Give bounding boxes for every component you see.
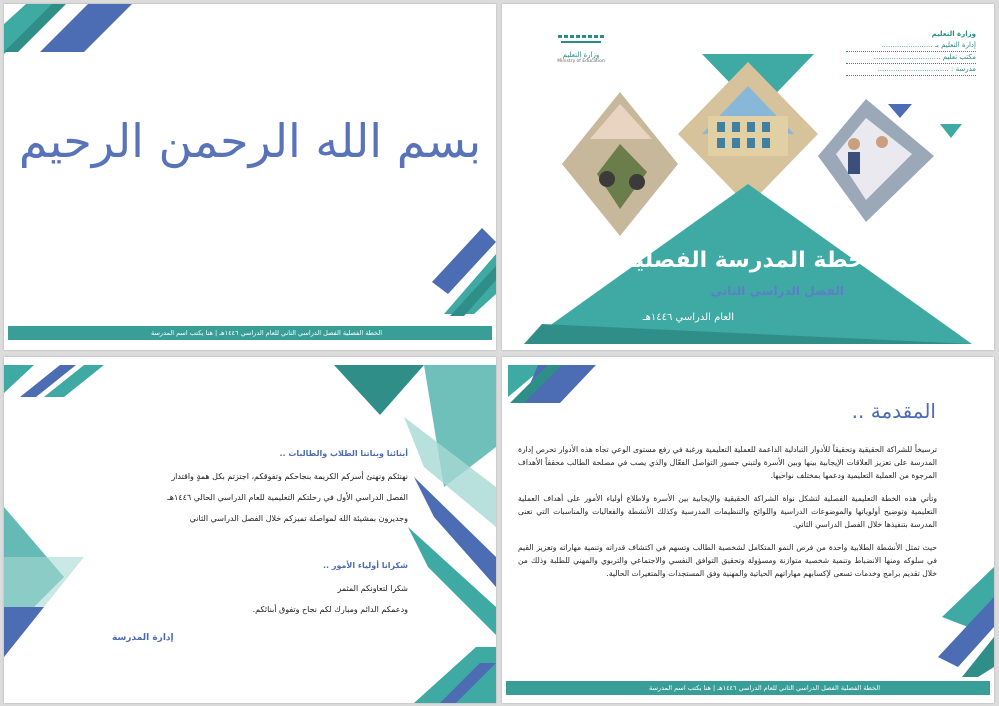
intro-body bbox=[518, 443, 937, 590]
intro-paragraph-3: حيث تمثل الأنشطة الطلابية واحدة من فرص النمو المتكامل لشخصية الطالب وتسهم في اكتشاف قدراته وتنمية مهاراته وتعزيز القيم في سلوكه ومنها الانضباط وتنمية شخصية متوازنة ومسؤولة وتحقيق التوافق النفسي والاجتماعي والتربوي والمهني للطلبة وذلك من خلال تقديم برامج وخدمات تسعى لإكسابهم مهاراتهم الحياتية والمهنية وفق المستجدات والمتغيرات الحالية. bbox=[518, 543, 937, 578]
cover-subtitle: الفصل الدراسي الثاني bbox=[710, 284, 844, 298]
ministry-label: وزارة التعليم bbox=[931, 30, 976, 38]
message-decoration bbox=[4, 357, 496, 703]
student-greeting: أبنائنا وبناتنا الطلاب والطالبات .. bbox=[279, 449, 408, 458]
intro-paragraph-2: وتأتي هذه الخطة التعليمية الفصلية لتشكل نواة الشراكة الحقيقية والإيجابية بين الأسرة ولاطلاع أولياء الأمور على أهداف العملية التعليمية وتوضيح أولوياتها والموضوعات الدراسية واللوائح والتنظيمات المدرسية وكذلك الأنشطة والفعاليات والمناسبات التي تعنى المدرسة بتنفيذها خلال الفصل الدراسي الثاني. bbox=[518, 494, 937, 529]
parents-line-2: ودعمكم الدائم ومبارك لكم نجاح وتفوق أبنائكم. bbox=[252, 605, 408, 614]
bismillah-footer-bar: الخطة الفصلية الفصل الدراسي الثاني للعام الدراسي ١٤٤٦هـ | هنا يكتب اسم المدرسة bbox=[8, 326, 492, 340]
student-message bbox=[84, 447, 408, 525]
logo-english-text: Ministry of Education bbox=[557, 59, 605, 64]
message-page bbox=[4, 357, 496, 703]
cover-artwork bbox=[502, 4, 994, 350]
school-admin-signature: إدارة المدرسة bbox=[112, 633, 174, 643]
parents-line-1: شكرا لتعاونكم المثمر bbox=[337, 584, 408, 593]
intro-title: المقدمة .. bbox=[851, 399, 936, 423]
cover-year: العام الدراسي ١٤٤٦هـ bbox=[642, 312, 734, 323]
education-office-field: مكتب تعليم .............................. bbox=[846, 52, 976, 64]
message-line-1: نهنئكم ونهنئ أسركم الكريمة بنجاحكم وتفوقكم، اجتزتم بكل همةٍ واقتدار bbox=[171, 472, 408, 481]
logo-arabic-text: وزارة التعليم bbox=[562, 51, 600, 59]
bismillah-decoration bbox=[4, 4, 496, 350]
message-line-2: الفصل الدراسي الأول في رحلتكم التعليمية للعام الدراسي الحالي ١٤٤٦هـ bbox=[167, 493, 408, 502]
intro-page bbox=[502, 357, 994, 703]
message-line-3: وجديرون بمشيئة الله لمواصلة تميزكم خلال الفصل الدراسي الثاني bbox=[189, 514, 408, 523]
bismillah-text: بسم الله الرحمن الرحيم bbox=[18, 114, 482, 168]
intro-paragraph-1: ترسيخاً للشراكة الحقيقية وتحقيقاً للأدوار التبادلية الداعمة للعملية التعليمية ورغبة في رفع مستوى الوعي تجاه هذه الأدوار تحرص إدارة المدرسة على تعزيز العلاقات الإيجابية بينها وبين الأسرة ولتبني جسور التواصل الفعّال والذي يصب في مصلحة الطالب محققاً الأهداف المرجوة من العملية التعليمية ودعمها بمختلف نواحيها. bbox=[518, 445, 937, 480]
cover-page bbox=[502, 4, 994, 350]
parents-heading: شكرانا أولياء الأمور .. bbox=[322, 561, 408, 570]
intro-footer-bar: الخطة الفصلية الفصل الدراسي الثاني للعام الدراسي ١٤٤٦هـ | هنا يكتب اسم المدرسة bbox=[506, 681, 990, 695]
bismillah-page bbox=[4, 4, 496, 350]
school-field: مدرسة : ................................ bbox=[846, 64, 976, 76]
cover-title: خطة المدرسة الفصلية bbox=[622, 248, 864, 273]
parents-message bbox=[84, 559, 408, 616]
education-admin-field: إدارة التعليم بـ ....................... bbox=[846, 40, 976, 52]
